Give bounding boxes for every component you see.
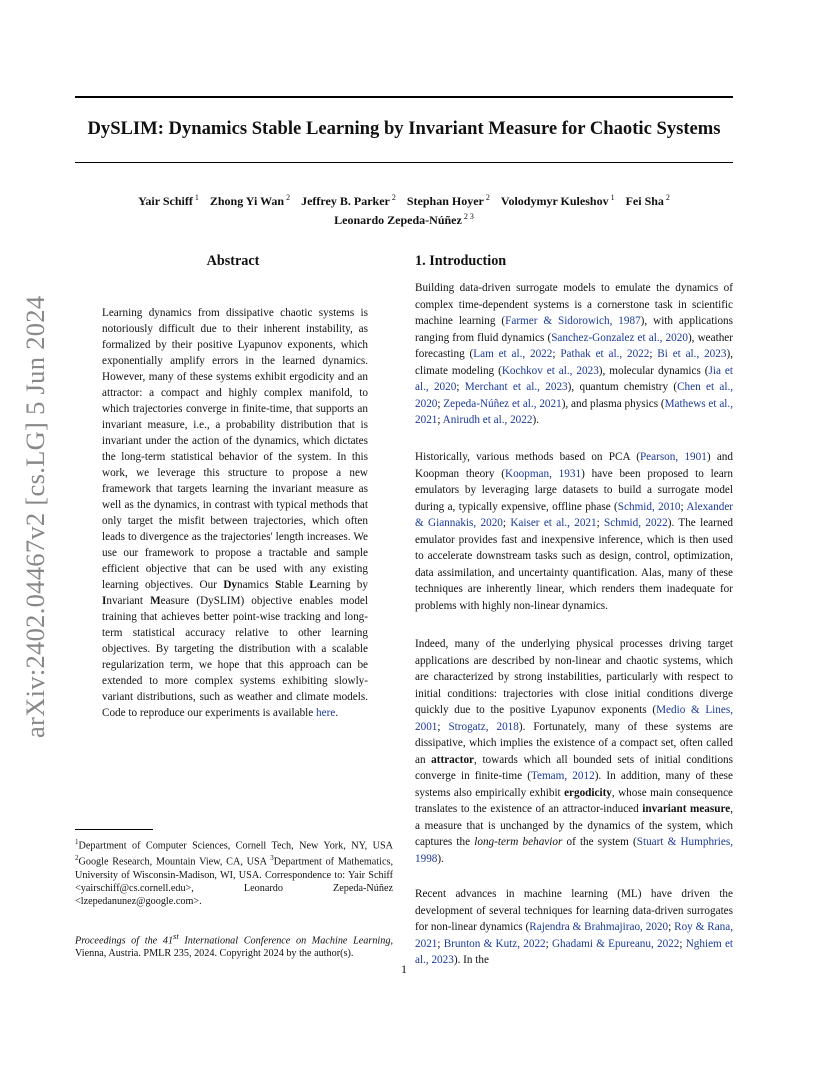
footnote-rule bbox=[75, 829, 153, 830]
arxiv-identifier: arXiv:2402.04467v2 [cs.LG] 5 Jun 2024 bbox=[20, 295, 50, 738]
citation-link[interactable]: Farmer & Sidorowich, 1987 bbox=[505, 315, 641, 327]
citation-link[interactable]: Sanchez-Gonzalez et al., 2020 bbox=[551, 331, 688, 344]
abstract-heading: Abstract bbox=[206, 253, 260, 269]
intro-paragraph-4: Recent advances in machine learning (ML) have driven the development of several techniques for learning data-driven surrogates for non-linear dynamics (Rajendra & Brahmajirao, 2020; Roy & Rana, 2021; Brunton & Kutz, 2022; Ghadami & Epureanu, 2022; Nghiem et al., 2023). In the bbox=[415, 888, 734, 966]
title-top-rule bbox=[75, 96, 733, 98]
page-number: 1 bbox=[401, 962, 407, 976]
citation-link[interactable]: Bi et al., 2023 bbox=[657, 348, 727, 360]
author-name: Volodymyr Kuleshov $^1$ bbox=[500, 193, 615, 208]
author-name: Stephan Hoyer $^2$ bbox=[406, 193, 490, 208]
code-link[interactable]: here bbox=[316, 707, 336, 719]
citation-link[interactable]: Kochkov et al., 2023 bbox=[501, 364, 599, 377]
citation-link[interactable]: Temam, 2012 bbox=[530, 770, 595, 782]
author-name: Yair Schiff $^1$ bbox=[138, 193, 199, 208]
intro-paragraph-3: Indeed, many of the underlying physical processes driving target applications are described by non-linear and chaotic systems, which are characterized by strong instabilities, particularly with respect to initial conditions: trajectories with close initial conditions diverge quickly due to the positive Lyapunov exponents (Medio & Lines, 2001; Strogatz, 2018). Fortunately, many of these systems are dissipative, which implies the existence of a compact set, often called an attractor, towards which all bounded sets of initial conditions converge in finite-time (Temam, 2012). In addition, many of these systems also empirically exhibit ergodicity, whose main consequence translates to the existence of an attractor-induced invariant measure, a measure that is unchanged by the dynamics of the system, which captures the long-term behavior of the system (Stuart & Humphries, 1998). bbox=[415, 638, 734, 865]
affiliation-footnote: $^1$Department of Computer Sciences, Cornell Tech, New York, NY, USA $^2$Google Research, Mountain View, CA, USA $^3$Department of Mathematics, University of Wisconsin-Madison, WI, USA. Correspondence to: Yair Schiff <yairschiff@cs.cornell.edu>, Leonardo Zepeda-Núñez <lzepedanunez@google.com>. bbox=[75, 838, 393, 907]
citation-link[interactable]: Jia et al., 2020 bbox=[415, 364, 733, 393]
citation-link[interactable]: Kaiser et al., 2021 bbox=[510, 517, 597, 529]
author-list bbox=[75, 190, 733, 228]
citation-link[interactable]: Nghiem et al., 2023 bbox=[415, 937, 734, 966]
citation-link[interactable]: Ghadami & Epureanu, 2022 bbox=[551, 937, 680, 950]
citation-link[interactable]: Alexander & Giannakis, 2020 bbox=[415, 500, 734, 529]
author-name: Fei Sha $^2$ bbox=[625, 193, 670, 208]
intro-paragraph-2: Historically, various methods based on PCA (Pearson, 1901) and Koopman theory (Koopman, 1931) have been proposed to learn emulators by leveraging large datasets to build a surrogate model during a, typically expensive, offline phase (Schmid, 2010; Alexander & Giannakis, 2020; Kaiser et al., 2021; Schmid, 2022). The learned emulator provides fast and inexpensive inference, which is then used to accelerate downstream tasks such as design, control, optimization, data assimilation, and uncertainty quantification. Alas, many of these techniques are inherently linear, which renders them inadequate for problems with highly non-linear dynamics. bbox=[415, 451, 734, 612]
author-name: Zhong Yi Wan $^2$ bbox=[209, 193, 291, 208]
citation-link[interactable]: Rajendra & Brahmajirao, 2020 bbox=[529, 921, 669, 933]
citation-link[interactable]: Strogatz, 2018 bbox=[448, 720, 519, 733]
citation-link[interactable]: Pearson, 1901 bbox=[639, 451, 707, 463]
citation-link[interactable]: Roy & Rana, 2021 bbox=[415, 921, 734, 950]
citation-link[interactable]: Merchant et al., 2023 bbox=[464, 381, 568, 393]
citation-link[interactable]: Koopman, 1931 bbox=[504, 467, 582, 480]
citation-link[interactable]: Stuart & Humphries, 1998 bbox=[415, 836, 733, 865]
citation-link[interactable]: Brunton & Kutz, 2022 bbox=[443, 937, 546, 950]
citation-link[interactable]: Schmid, 2010 bbox=[617, 500, 681, 513]
citation-link[interactable]: Anirudh et al., 2022 bbox=[442, 414, 533, 426]
introduction-heading: 1. Introduction bbox=[415, 253, 507, 269]
citation-link[interactable]: Chen et al., 2020 bbox=[415, 381, 734, 410]
citation-link[interactable]: Zepeda-Núñez et al., 2021 bbox=[443, 397, 562, 410]
citation-link[interactable]: Pathak et al., 2022 bbox=[560, 348, 650, 360]
intro-paragraph-1: Building data-driven surrogate models to emulate the dynamics of complex time-dependent systems is a cornerstone task in scientific machine learning (Farmer & Sidorowich, 1987), with applications ranging from fluid dynamics (Sanchez-Gonzalez et al., 2020), weather forecasting (Lam et al., 2022; Pathak et al., 2022; Bi et al., 2023), climate modeling (Kochkov et al., 2023), molecular dynamics (Jia et al., 2020; Merchant et al., 2023), quantum chemistry (Chen et al., 2020; Zepeda-Núñez et al., 2021), and plasma physics (Mathews et al., 2021; Anirudh et al., 2022). bbox=[415, 282, 734, 426]
author-name: Jeffrey B. Parker $^2$ bbox=[301, 193, 396, 208]
citation-link[interactable]: Lam et al., 2022 bbox=[473, 348, 553, 360]
title-bottom-rule bbox=[75, 162, 733, 163]
abstract-text: Learning dynamics from dissipative chaotic systems is notoriously difficult due to their inherent instability, as formalized by their positive Lyapunov exponents, which exponentially amplify errors in the learned dynamics. However, many of these systems exhibit ergodicity and an attractor: a compact and highly complex manifold, to which trajectories converge in finite-time, that supports an invariant measure, i.e., a probability distribution that is invariant under the action of the dynamics, which dictates the long-term statistical behavior of the system. In this work, we leverage this structure to propose a new framework that targets learning the invariant measure as well as the dynamics, in contrast with typical methods that only target the misfit between trajectories, which often leads to divergence as the trajectories' length increases. We use our framework to propose a tractable and sample efficient objective that can be used with any existing learning objectives. Our Dynamics Stable Learning by Invariant Measure (DySLIM) objective enables model training that achieves better point-wise tracking and long-term statistical accuracy relative to other learning objectives. By targeting the distribution with a scalable regularization term, we hope that this approach can be extended to more complex systems exhibiting slowly-variant distributions, such as weather and climate models. Code to reproduce our experiments is available here. bbox=[102, 307, 368, 719]
citation-link[interactable]: Medio & Lines, 2001 bbox=[415, 704, 733, 733]
paper-title: DySLIM: Dynamics Stable Learning by Invariant Measure for Chaotic Systems bbox=[87, 118, 721, 139]
author-name: Leonardo Zepeda-Núñez $^{2 3}$ bbox=[334, 212, 474, 227]
citation-link[interactable]: Schmid, 2022 bbox=[604, 517, 668, 529]
citation-link[interactable]: Mathews et al., 2021 bbox=[415, 397, 733, 426]
proceedings-note: Proceedings of the 41st International Conference on Machine Learning, Vienna, Austria. PMLR 235, 2024. Copyright 2024 by the author(s). bbox=[75, 931, 393, 960]
